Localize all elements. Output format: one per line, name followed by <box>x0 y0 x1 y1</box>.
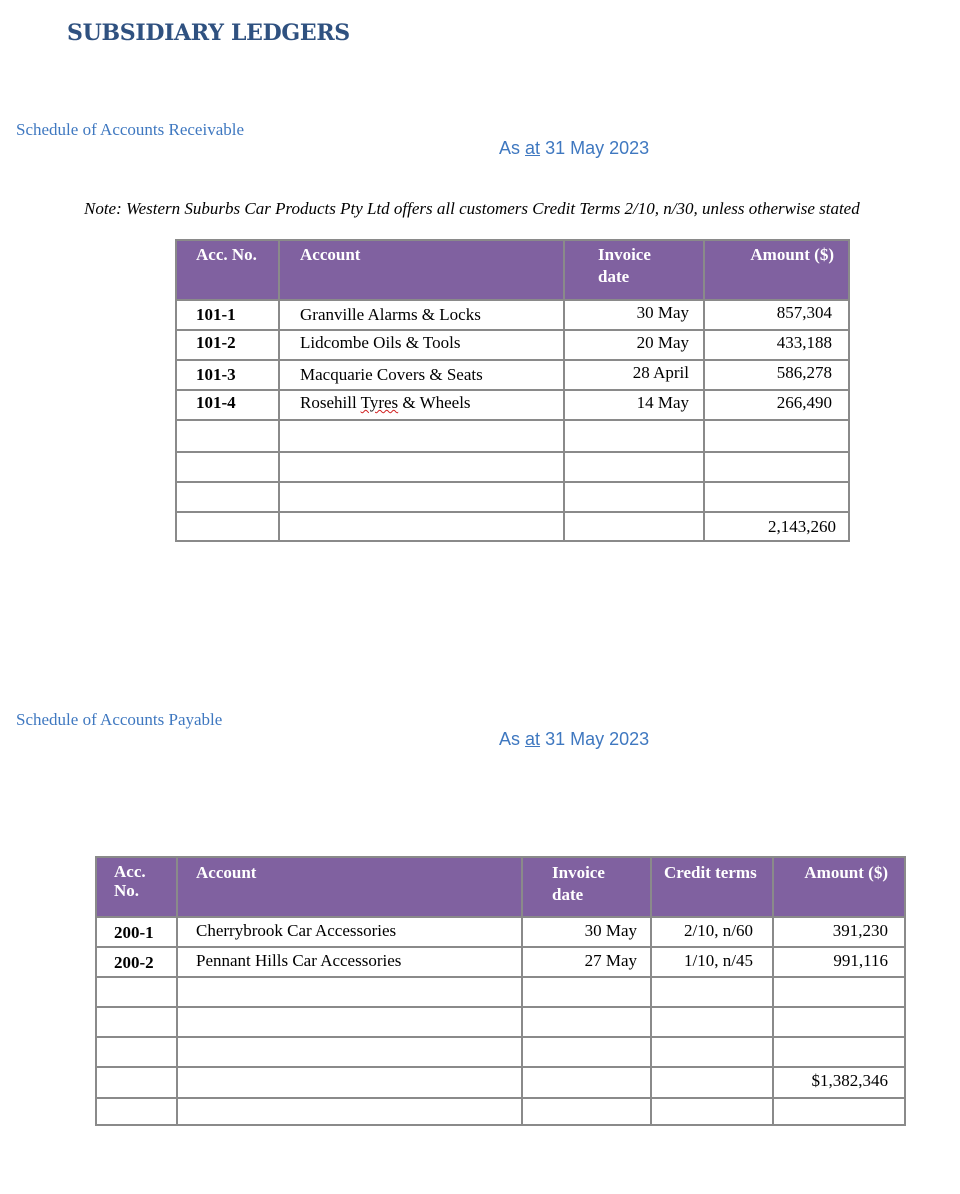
account-cell: Granville Alarms & Locks <box>279 300 564 330</box>
as-at-date: 31 May 2023 <box>545 138 650 158</box>
as-at-mark: at <box>525 729 541 749</box>
payable-total: $1,382,346 <box>773 1067 905 1098</box>
credit-terms-note: Note: Western Suburbs Car Products Pty Ltd offers all customers Credit Terms 2/10, n/30, unless otherwise stated <box>84 199 860 218</box>
account-cell: Pennant Hills Car Accessories <box>177 947 522 977</box>
acc-no-cell: 101-3 <box>176 360 279 390</box>
payable-heading: Schedule of Accounts Payable <box>16 710 223 729</box>
table-row <box>96 917 905 947</box>
table-row <box>176 482 849 512</box>
page-title: SUBSIDIARY LEDGERS <box>67 20 350 46</box>
acc-no-cell: 200-2 <box>96 947 177 977</box>
header-credit-terms: Credit terms <box>651 857 773 917</box>
total-row <box>96 1067 905 1098</box>
invoice-date-cell: 30 May <box>564 300 704 330</box>
account-cell: Lidcombe Oils & Tools <box>279 330 564 360</box>
invoice-date-cell: 27 May <box>522 947 651 977</box>
credit-terms-cell: 2/10, n/60 <box>651 917 773 947</box>
table-row <box>96 1037 905 1067</box>
invoice-date-cell: 30 May <box>522 917 651 947</box>
table-row <box>176 420 849 452</box>
header-acc-no: Acc. No. <box>96 857 177 917</box>
header-invoice-date: Invoice date <box>522 857 651 917</box>
table-header-row <box>176 240 849 300</box>
amount-cell: 586,278 <box>704 360 849 390</box>
amount-cell: 433,188 <box>704 330 849 360</box>
header-amount: Amount ($) <box>773 857 905 917</box>
header-acc-no: Acc. No. <box>176 240 279 300</box>
table-row <box>176 360 849 390</box>
invoice-date-cell: 20 May <box>564 330 704 360</box>
table-row <box>176 330 849 360</box>
invoice-date-cell: 28 April <box>564 360 704 390</box>
acc-no-cell: 101-2 <box>176 330 279 360</box>
as-at-mark: at <box>525 138 541 158</box>
credit-terms-cell: 1/10, n/45 <box>651 947 773 977</box>
header-account: Account <box>177 857 522 917</box>
table-row <box>176 300 849 330</box>
as-at-prefix: As <box>499 729 521 749</box>
receivable-as-at <box>499 138 649 159</box>
acc-no-cell: 200-1 <box>96 917 177 947</box>
acc-no-cell: 101-4 <box>176 390 279 420</box>
as-at-prefix: As <box>499 138 521 158</box>
amount-cell: 391,230 <box>773 917 905 947</box>
invoice-date-cell: 14 May <box>564 390 704 420</box>
receivable-total: 2,143,260 <box>704 512 849 541</box>
header-amount: Amount ($) <box>704 240 849 300</box>
table-row <box>96 977 905 1007</box>
table-row <box>96 1098 905 1125</box>
header-invoice-date: Invoice date <box>564 240 704 300</box>
table-row <box>176 452 849 482</box>
receivable-table <box>175 239 850 542</box>
receivable-heading: Schedule of Accounts Receivable <box>16 120 245 139</box>
acc-no-cell: 101-1 <box>176 300 279 330</box>
amount-cell: 857,304 <box>704 300 849 330</box>
account-cell: Macquarie Covers & Seats <box>279 360 564 390</box>
amount-cell: 266,490 <box>704 390 849 420</box>
payable-table <box>95 856 906 1126</box>
account-cell: Rosehill Tyres & Wheels <box>279 390 564 420</box>
header-account: Account <box>279 240 564 300</box>
account-cell: Cherrybrook Car Accessories <box>177 917 522 947</box>
payable-as-at <box>499 729 649 750</box>
table-row <box>176 390 849 420</box>
table-row <box>96 947 905 977</box>
as-at-date: 31 May 2023 <box>545 729 650 749</box>
total-row <box>176 512 849 541</box>
table-row <box>96 1007 905 1037</box>
table-header-row <box>96 857 905 917</box>
amount-cell: 991,116 <box>773 947 905 977</box>
spellcheck-word: Tyres <box>360 393 399 412</box>
